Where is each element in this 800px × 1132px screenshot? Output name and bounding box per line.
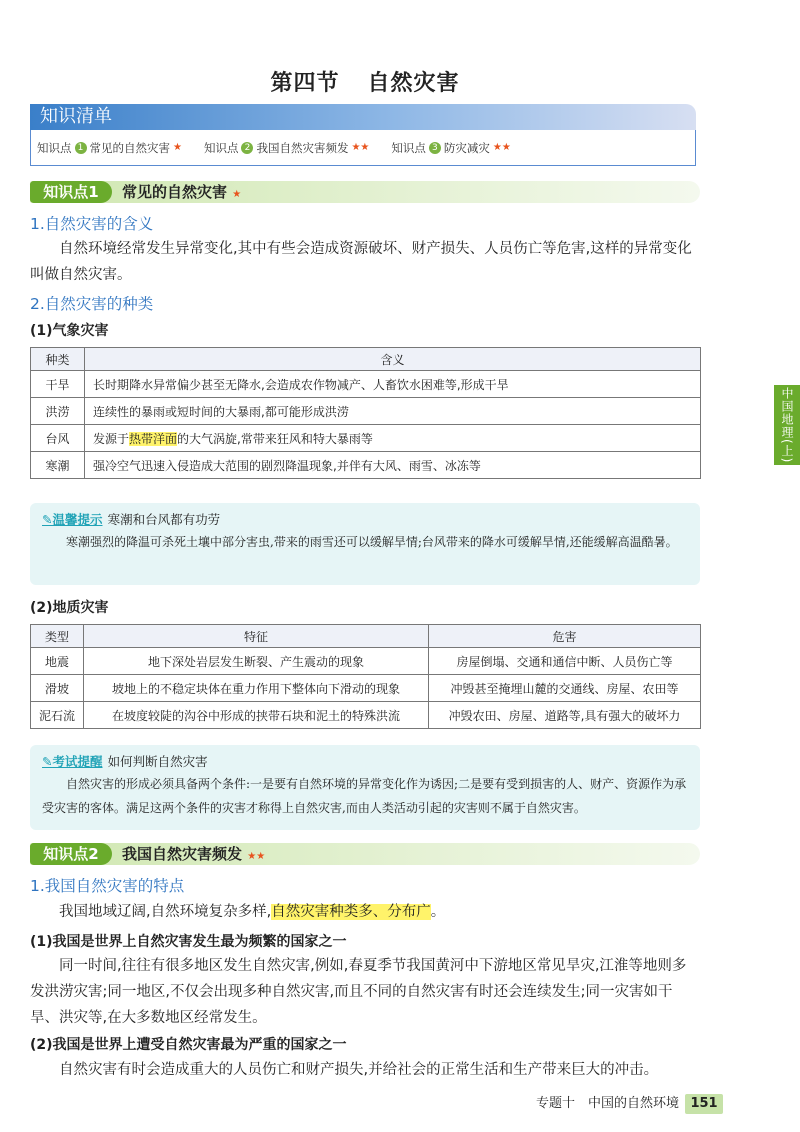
p1-heading: (1)我国是世界上自然灾害发生最为频繁的国家之一 <box>30 934 347 950</box>
knowledge-list-item: 知识点 1 常见的自然灾害 ★ <box>37 140 182 155</box>
star-icon: ★★ <box>492 142 511 153</box>
table-row: 台风 发源于热带洋面的大气涡旋,常带来狂风和特大暴雨等 <box>31 425 701 452</box>
meaning-text: 自然环境经常发生异常变化,其中有些会造成资源破坏、财产损失、人员伤亡等危害,这样的异常变化叫做自然灾害。 <box>30 241 692 283</box>
knowledge-list-item: 知识点 3 防灾减灾 ★★ <box>391 140 511 155</box>
page-number: 151 <box>685 1094 723 1114</box>
geologic-disaster-table <box>30 624 701 729</box>
table-row: 干旱 长时期降水异常偏少甚至无降水,会造成农作物减产、人畜饮水困难等,形成干旱 <box>31 371 701 398</box>
page-footer: 专题十 中国的自然环境 151 <box>536 1092 723 1114</box>
leaf-icon: ✎ <box>42 754 53 769</box>
kp1-section-header: 知识点1 常见的自然灾害 ★ <box>30 181 700 203</box>
highlight: 自然灾害种类多、分布广 <box>271 904 431 920</box>
table-header: 含义 <box>85 348 701 371</box>
p2-heading: (2)我国是世界上遭受自然灾害最为严重的国家之一 <box>30 1037 347 1053</box>
star-icon: ★ <box>232 189 242 200</box>
tip-label: ✎考试提醒 <box>42 754 103 769</box>
kp2-section-header: 知识点2 我国自然灾害频发 ★★ <box>30 843 700 865</box>
star-icon: ★★ <box>351 142 370 153</box>
table-header: 种类 <box>31 348 85 371</box>
leaf-icon: ✎ <box>42 512 53 527</box>
knowledge-list <box>30 130 696 166</box>
table-row: 寒潮 强冷空气迅速入侵造成大范围的剧烈降温现象,并伴有大风、雨雪、冰冻等 <box>31 452 701 479</box>
geo-heading: (2)地质灾害 <box>30 600 109 616</box>
star-icon: ★ <box>173 142 182 153</box>
table-row: 洪涝 连续性的暴雨或短时间的大暴雨,都可能形成洪涝 <box>31 398 701 425</box>
chapter-side-tab: 中国地理(上) <box>774 385 800 465</box>
p1-text: 同一时间,往往有很多地区发生自然灾害,例如,春夏季节我国黄河中下游地区常见旱灾,江淮等地则多发洪涝灾害;同一地区,不仅会出现多种自然灾害,而且不同的自然灾害有时还会连续发生;同一灾害如干旱、洪灾等,在大多数地区经常发生。 <box>30 958 687 1026</box>
types-heading: 2.自然灾害的种类 <box>30 295 154 313</box>
weather-disaster-table <box>30 347 701 479</box>
table-header: 类型 <box>31 625 84 648</box>
exam-tip-box: ✎考试提醒 如何判断自然灾害 自然灾害的形成必须具备两个条件:一是要有自然环境的异常变化作为诱因;二是要有受到损害的人、财产、资源作为承受灾害的客体。满足这两个条件的灾害才称得上自然灾害,而由人类活动引起的灾害则不属于自然灾害。 <box>30 745 700 830</box>
table-row: 滑坡 坡地上的不稳定块体在重力作用下整体向下滑动的现象 冲毁甚至掩埋山麓的交通线、房屋、农田等 <box>31 675 701 702</box>
tip-label: ✎温馨提示 <box>42 512 103 527</box>
table-row: 地震 地下深处岩层发生断裂、产生震动的现象 房屋倒塌、交通和通信中断、人员伤亡等 <box>31 648 701 675</box>
table-row: 泥石流 在坡度较陡的沟谷中形成的挟带石块和泥土的特殊洪流 冲毁农田、房屋、道路等,具有强大的破坏力 <box>31 702 701 729</box>
table-header: 危害 <box>429 625 701 648</box>
page-title: 第四节 自然灾害 <box>270 71 460 96</box>
table-header: 特征 <box>84 625 429 648</box>
knowledge-list-item: 知识点 2 我国自然灾害频发 ★★ <box>203 140 370 155</box>
p2-text: 自然灾害有时会造成重大的人员伤亡和财产损失,并给社会的正常生活和生产带来巨大的冲击。 <box>59 1062 659 1078</box>
meaning-heading: 1.自然灾害的含义 <box>30 215 154 233</box>
highlight: 热带洋面 <box>129 431 178 446</box>
feature-text: 我国地域辽阔,自然环境复杂多样,自然灾害种类多、分布广。 <box>59 904 446 920</box>
weather-heading: (1)气象灾害 <box>30 323 109 339</box>
knowledge-list-header: 知识清单 <box>30 104 696 130</box>
warm-tip-box: ✎温馨提示 寒潮和台风都有功劳 寒潮强烈的降温可杀死土壤中部分害虫,带来的雨雪还可以缓解旱情;台风带来的降水可缓解旱情,还能缓解高温酷暑。 <box>30 503 700 585</box>
star-icon: ★★ <box>247 851 266 862</box>
feature-heading: 1.我国自然灾害的特点 <box>30 877 185 895</box>
